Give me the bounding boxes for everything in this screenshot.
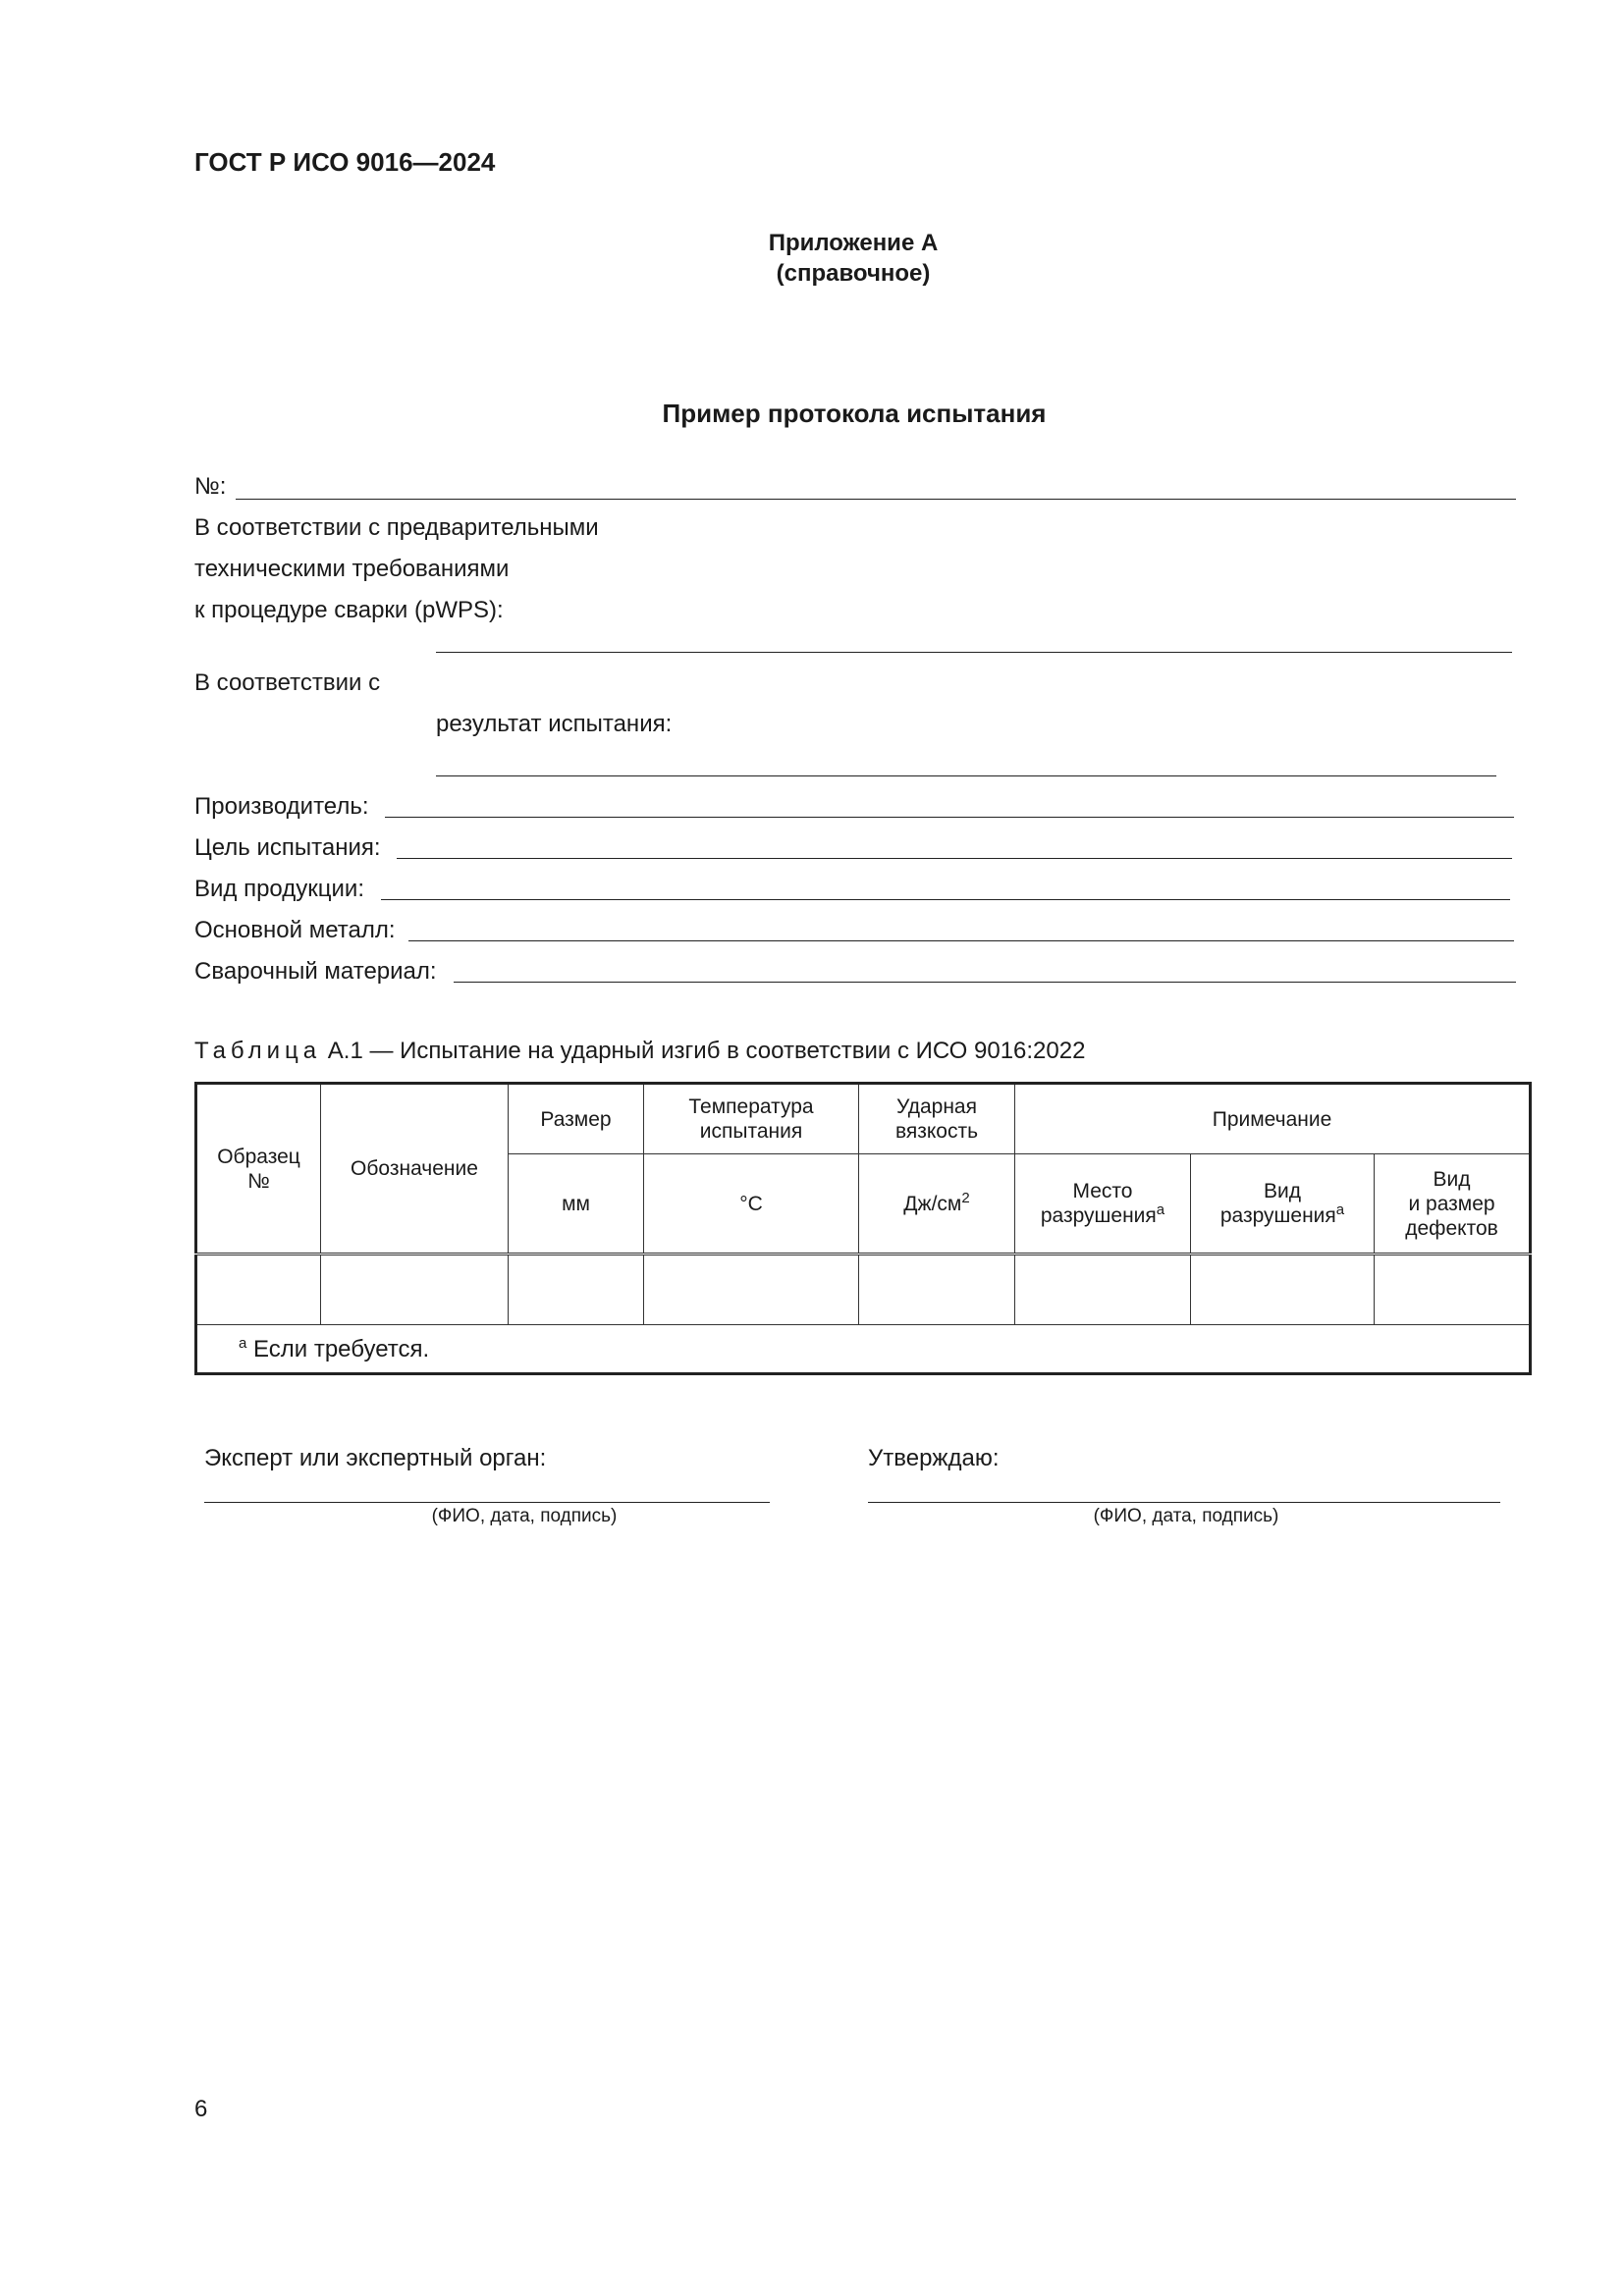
table-footnote-row [196,1325,1531,1374]
table-header-row-1 [196,1084,1531,1154]
col-header-impact-line-2: вязкость [894,1120,979,1143]
number-label: №: [194,473,227,500]
table-cell[interactable] [644,1255,859,1325]
approve-signature-caption: (ФИО, дата, подпись) [1093,1506,1279,1526]
manufacturer-field-line[interactable] [385,817,1514,818]
approve-signature-line[interactable] [868,1502,1500,1503]
pwps-label-line-2: техническими требованиями [194,556,510,582]
col-header-remarks: Примечание [1015,1084,1531,1154]
base-metal-field-line[interactable] [408,940,1514,941]
col-header-size: Размер [509,1084,644,1154]
expert-signature-caption: (ФИО, дата, подпись) [431,1506,618,1526]
unit-impact-power: 2 [961,1189,970,1206]
welding-material-field-line[interactable] [454,982,1516,983]
purpose-field-line[interactable] [397,858,1512,859]
unit-impact [859,1154,1015,1255]
col-header-impact-line-1: Ударная [896,1095,977,1118]
table-footnote [196,1325,1531,1374]
expert-signature-line[interactable] [204,1502,770,1503]
sub-header-defects-line-3: дефектов [1405,1216,1498,1240]
table-caption-prefix: Таблица [194,1038,322,1064]
sub-header-fracture-place-line-2: разрушения [1040,1204,1157,1227]
col-header-temperature [644,1084,859,1154]
approve-label: Утверждаю: [868,1445,1000,1471]
annex-title: Приложение А [768,230,939,256]
product-label: Вид продукции: [194,876,364,902]
base-metal-label: Основной металл: [194,917,396,943]
col-header-sample-line-2: № [247,1169,270,1193]
result-field-line[interactable] [436,775,1496,776]
sub-header-defects-line-2: и размер [1408,1192,1495,1215]
pwps-field-line[interactable] [436,652,1512,653]
table-cell[interactable] [1191,1255,1375,1325]
col-header-sample-line-1: Образец [217,1145,300,1168]
footnote-ref-2: а [1335,1201,1345,1218]
table-cell[interactable] [1375,1255,1531,1325]
expert-label: Эксперт или экспертный орган: [204,1445,547,1471]
number-field-line[interactable] [236,499,1516,500]
footnote-ref-1: а [1156,1201,1165,1218]
impact-test-table [194,1082,1532,1375]
annex-status: (справочное) [776,260,931,287]
sub-header-fracture-type-line-2: разрушения [1219,1204,1336,1227]
sub-header-fracture-place [1015,1154,1191,1255]
according-label: В соответствии с [194,669,381,696]
document-code: ГОСТ Р ИСО 9016—2024 [194,147,496,177]
table-cell[interactable] [859,1255,1015,1325]
table-cell[interactable] [509,1255,644,1325]
col-header-temperature-line-1: Температура [688,1095,814,1118]
table-row [196,1255,1531,1325]
welding-material-label: Сварочный материал: [194,958,437,985]
table-caption [194,1038,1085,1065]
footnote-text: Если требуется. [253,1335,430,1362]
unit-temperature: °С [644,1154,859,1255]
pwps-label-line-1: В соответствии с предварительными [194,514,599,541]
table-cell[interactable] [321,1255,509,1325]
table-cell[interactable] [196,1255,321,1325]
unit-impact-text: Дж/см [903,1192,962,1215]
table-caption-text: А.1 — Испытание на ударный изгиб в соответствии с ИСО 9016:2022 [327,1038,1086,1064]
footnote-mark: а [239,1334,247,1352]
page-number: 6 [194,2096,208,2122]
manufacturer-label: Производитель: [194,793,369,820]
purpose-label: Цель испытания: [194,834,381,861]
result-label: результат испытания: [436,711,673,737]
col-header-designation: Обозначение [321,1084,509,1255]
col-header-temperature-line-2: испытания [699,1120,803,1143]
sub-header-fracture-place-line-1: Место [1072,1180,1133,1202]
col-header-impact [859,1084,1015,1154]
col-header-sample [196,1084,321,1255]
sub-header-fracture-type-line-1: Вид [1264,1180,1301,1202]
product-field-line[interactable] [381,899,1510,900]
pwps-label-line-3: к процедуре сварки (pWPS): [194,597,504,623]
form-title: Пример протокола испытания [662,399,1047,428]
sub-header-fracture-type [1191,1154,1375,1255]
table-cell[interactable] [1015,1255,1191,1325]
sub-header-defects [1375,1154,1531,1255]
unit-size: мм [509,1154,644,1255]
sub-header-defects-line-1: Вид [1433,1167,1471,1191]
